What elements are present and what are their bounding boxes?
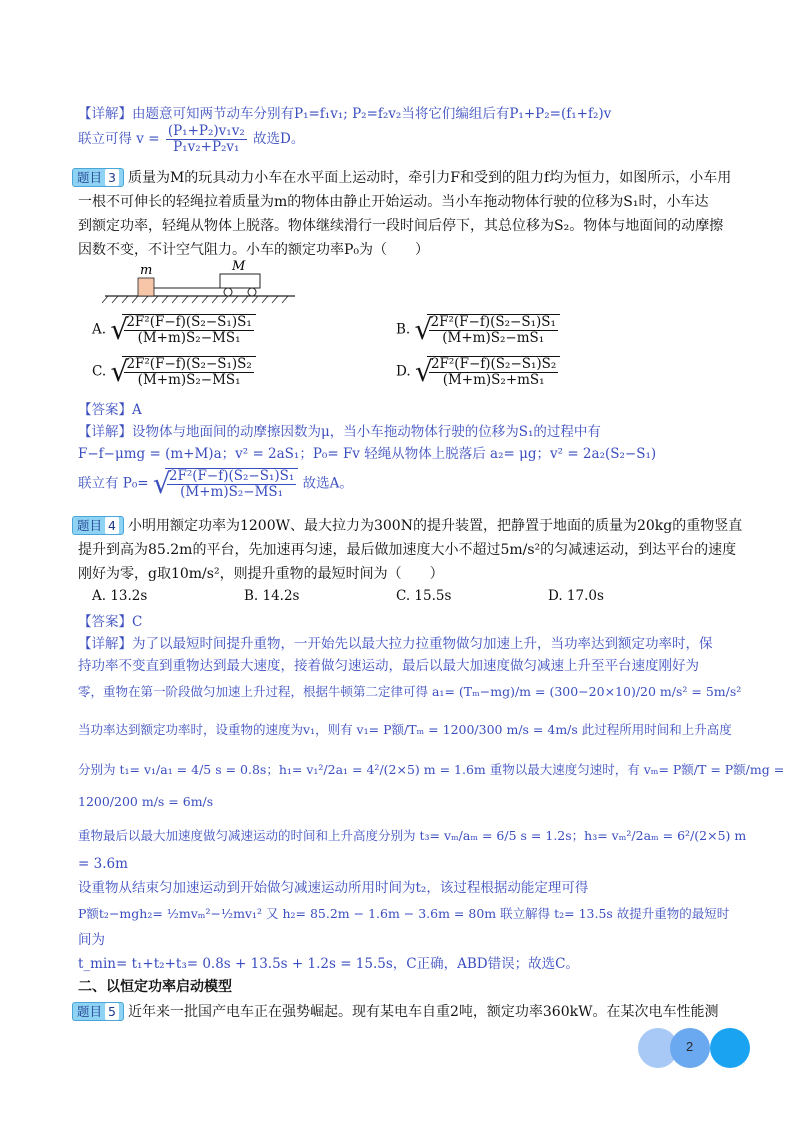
option-b[interactable]: B. √ $\frac{\text{2F²(F−f)(S₂−S₁)S₁}}{\text{(M+m)S₂−mS₁}}$ — [396, 314, 560, 346]
label-m: m — [140, 263, 153, 278]
fraction-numerator: (P₁+P₂)v₁v₂ — [167, 123, 245, 139]
question-tag: 题目 5 — [72, 1002, 124, 1021]
q4-detail-7: = 3.6m — [78, 856, 128, 872]
q4-detail-0: 【详解】为了以最短时间提升重物，一开始先以最大拉力拉重物做匀加速上升，当功率达到额定功率时，保 — [78, 636, 713, 652]
wheel — [248, 288, 256, 296]
option-c[interactable]: C. 15.5s — [396, 588, 452, 604]
q5-line-0: 题目 5 近年来一批国产电车正在强势崛起。现有某电车自重2吨，额定功率360kW。在某次电车性能测 — [72, 1002, 718, 1022]
q4-detail-1: 持功率不变直到重物达到最大速度，接着做匀速运动，最后以最大加速度做匀减速上升至平台速度刚好为 — [78, 658, 699, 674]
q3-detail-2: F−f−μmg = (m+M)a；v² = 2aS₁；P₀= Fv 轻绳从物体上脱落后 a₂= μg；v² = 2a₂(S₂−S₁) — [78, 446, 657, 462]
fraction-denominator: P₁v₂+P₂v₁ — [173, 139, 240, 155]
wheel — [224, 288, 232, 296]
q4-detail-9: P额t₂−mgh₂= ½mvₘ²−½mv₁² 又 h₂= 85.2m − 1.6m − 3.6m = 80m 联立解得 t₂= 13.5s 故提升重物的最短时 — [78, 906, 730, 921]
label-M: M — [232, 259, 246, 274]
option-c[interactable]: C. √ $\frac{\text{2F²(F−f)(S₂−S₁)S₂}}{\text{(M+m)S₂−MS₁}}$ — [92, 356, 256, 388]
q4-detail-8: 设重物从结束匀加速运动到开始做匀减速运动所用时间为t₂，该过程根据动能定理可得 — [78, 880, 589, 896]
conclusion: 故选D。 — [253, 131, 305, 147]
q4-line-0: 题目 4 小明用额定功率为1200W、最大拉力为300N的提升装置，把静置于地面的质量为20kg的重物竖直 — [72, 516, 742, 536]
question-tag: 题目 3 — [72, 168, 124, 187]
q3-line-0: 题目 3 质量为M的玩具动力小车在水平面上运动时，牵引力F和受到的阻力f均为恒力，如图所示，小车用 — [72, 168, 731, 188]
q4-detail-5: 1200/200 m/s = 6m/s — [78, 794, 214, 809]
q3-line-3: 因数不变，不计空气阻力。小车的额定功率P₀为（ ） — [78, 242, 430, 258]
q3-detail-3: 联立有 P₀= √ $\frac{\text{2F²(F−f)(S₂−S₁)S₁}}{\text{(M+m)S₂−MS₁}}$ 故选A。 — [78, 467, 353, 500]
q3-line-1: 一根不可伸长的轻绳拉着质量为m的物体由静止开始运动。当小车拖动物体行驶的位移为S₁时，小车达 — [78, 194, 709, 210]
detail-text: 由题意可知两节动车分别有P₁=f₁v₁; P₂=f₂v₂当将它们编组后有P₁+P₂=(f₁+f₂)v — [132, 106, 612, 122]
q4-line-2: 刚好为零，g取10m/s²，则提升重物的最短时间为（ ） — [78, 566, 444, 582]
q3-detail-1: 【详解】设物体与地面间的动摩擦因数为μ，当小车拖动物体行驶的位移为S₁的过程中有 — [78, 424, 601, 440]
decor-circle — [710, 1028, 750, 1068]
cart-body — [220, 274, 260, 288]
q3-line-2: 到额定功率，轻绳从物体上脱落。物体继续滑行一段时间后停下，其总位移为S₂。物体与地面间的动摩擦 — [78, 218, 724, 234]
q4-answer: 【答案】C — [78, 614, 143, 630]
option-b[interactable]: B. 14.2s — [244, 588, 300, 604]
option-a[interactable]: A. √ $\frac{\text{2F²(F−f)(S₂−S₁)S₁}}{\text{(M+m)S₂−MS₁}}$ — [92, 314, 256, 346]
detail-label: 【详解】 — [78, 106, 132, 122]
q4-detail-6: 重物最后以最大加速度做匀减速运动的时间和上升高度分别为 t₃= vₘ/aₘ = 6/5 s = 1.2s；h₃= vₘ²/2aₘ = 6²/(2×5) m — [78, 828, 747, 843]
page-number: 2 — [686, 1039, 694, 1054]
q4-detail-2: 零，重物在第一阶段做匀加速上升过程，根据牛顿第二定律可得 a₁= (Tₘ−mg)/m = (300−20×10)/20 m/s² = 5m/s² — [78, 684, 742, 699]
section-heading: 二、以恒定功率启动模型 — [78, 979, 232, 995]
cart-figure — [100, 258, 300, 306]
detail-1-line2 — [78, 124, 304, 155]
option-a[interactable]: A. 13.2s — [92, 588, 148, 604]
q4-detail-4: 分别为 t₁= v₁/a₁ = 4/5 s = 0.8s；h₁= v₁²/2a₁ = 4²/(2×5) m = 1.6m 重物以最大速度匀速时，有 vₘ= P额/T = P额/mg = — [78, 762, 785, 777]
formula-prefix: 联立可得 v = — [78, 131, 160, 147]
question-tag: 题目 4 — [72, 516, 124, 535]
page-badge — [636, 1026, 756, 1070]
option-d[interactable]: D. 17.0s — [548, 588, 604, 604]
q4-detail-11: t_min= t₁+t₂+t₃= 0.8s + 13.5s + 1.2s = 15.5s，C正确，ABD错误；故选C。 — [78, 956, 579, 972]
q3-answer: 【答案】A — [78, 402, 142, 418]
fraction — [166, 124, 247, 155]
detail-1-line1 — [78, 104, 611, 124]
block-m — [138, 278, 154, 296]
q4-line-1: 提升到高为85.2m的平台，先加速再匀速，最后做加速度大小不超过5m/s²的匀减速运动，到达平台的速度 — [78, 542, 737, 558]
option-d[interactable]: D. √ $\frac{\text{2F²(F−f)(S₂−S₁)S₂}}{\text{(M+m)S₂+mS₁}}$ — [396, 356, 560, 388]
q4-detail-10: 间为 — [78, 932, 105, 948]
q4-detail-3: 当功率达到额定功率时，设重物的速度为v₁，则有 v₁= P额/Tₘ = 1200/300 m/s = 4m/s 此过程所用时间和上升高度 — [78, 722, 732, 737]
